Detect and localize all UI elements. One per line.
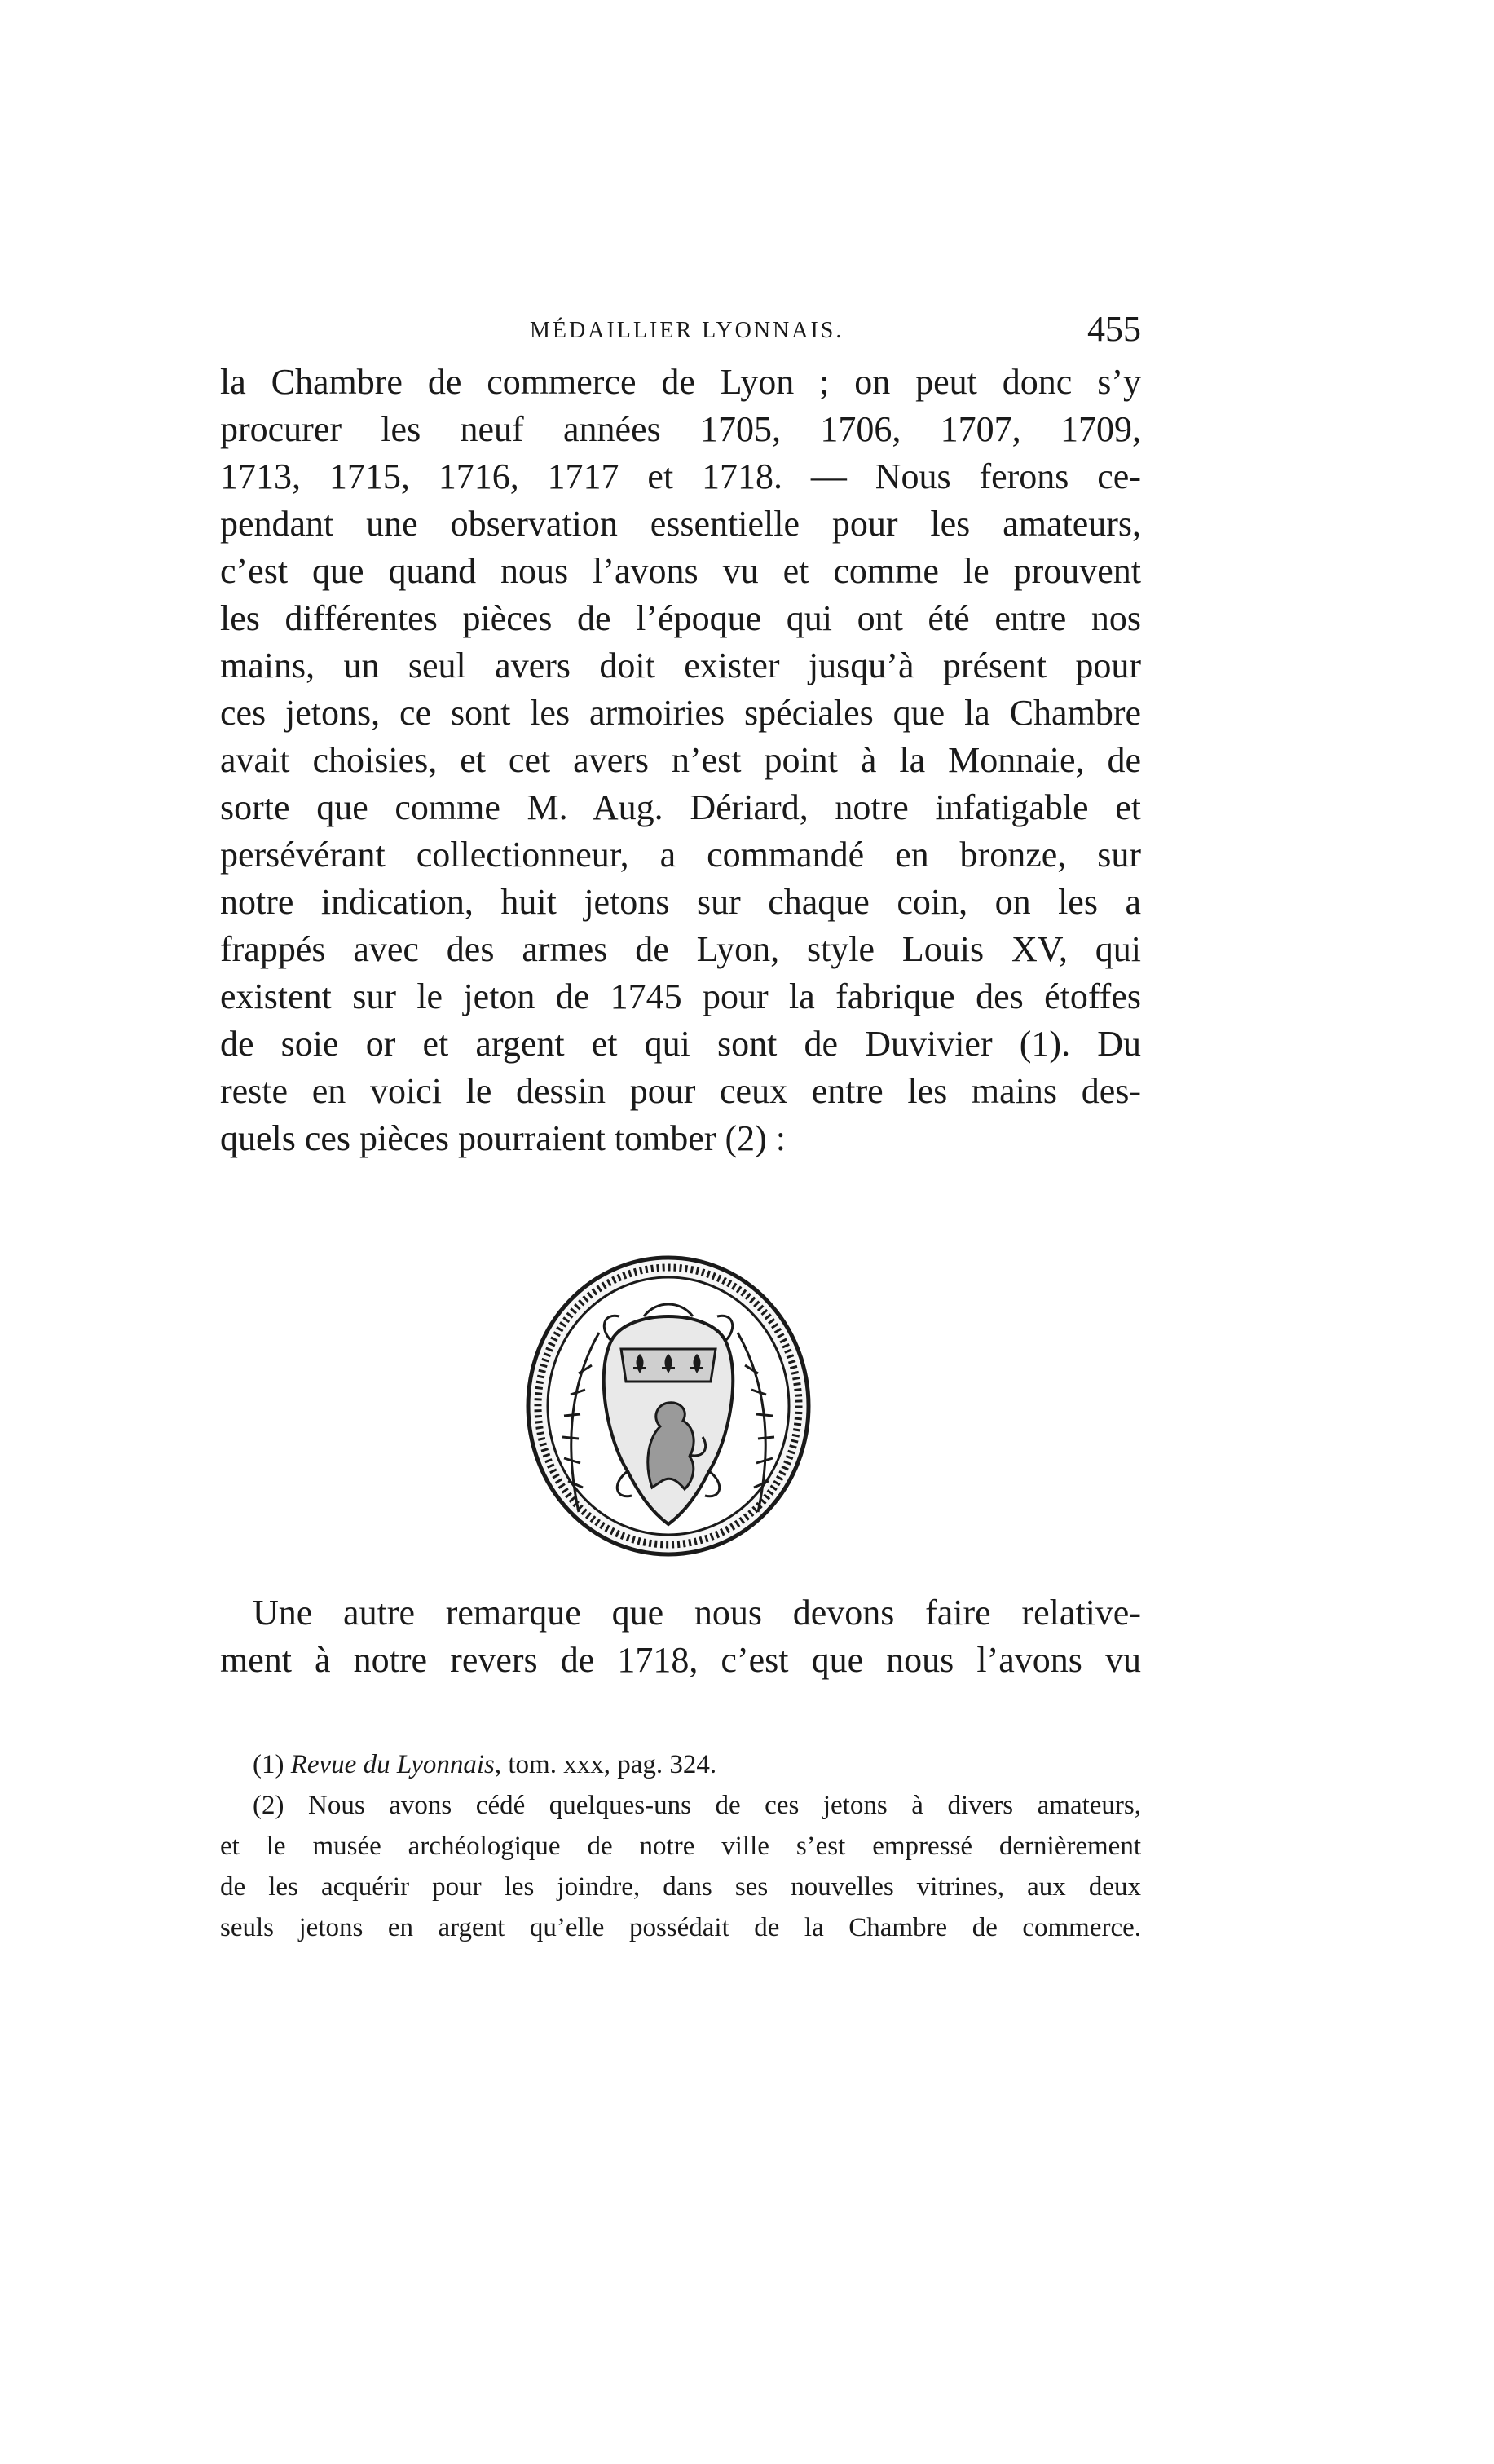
text-line: les différentes pièces de l’époque qui ont été entre nos [220, 598, 1141, 638]
footnote-2-line: de les acquérir pour les joindre, dans ses nouvelles vitrines, aux deux [220, 1872, 1141, 1902]
text-line: reste en voici le dessin pour ceux entre les mains des- [220, 1071, 1141, 1111]
footnote-2-line: (2) Nous avons cédé quelques-uns de ces jetons à divers amateurs, [253, 1791, 1141, 1820]
text-line: Une autre remarque que nous devons faire relative- [253, 1593, 1141, 1633]
text-line: de soie or et argent et qui sont de Duvivier (1). Du [220, 1024, 1141, 1064]
text-line: la Chambre de commerce de Lyon ; on peut donc s’y [220, 362, 1141, 402]
text-line: 1713, 1715, 1716, 1717 et 1718. — Nous ferons ce- [220, 456, 1141, 496]
text-line: procurer les neuf années 1705, 1706, 1707, 1709, [220, 409, 1141, 449]
text-line: ces jetons, ce sont les armoiries spéciales que la Chambre [220, 693, 1141, 733]
running-title: MÉDAILLIER LYONNAIS. [530, 318, 844, 343]
footnote-2-line: et le musée archéologique de notre ville s’est empressé dernièrement [220, 1831, 1141, 1861]
running-head [220, 308, 1141, 357]
footnote-1 [220, 1744, 1141, 1785]
text-line: avait choisies, et cet avers n’est point à la Monnaie, de [220, 740, 1141, 780]
footnotes [220, 1744, 1141, 1948]
text-line: ment à notre revers de 1718, c’est que nous l’avons vu [220, 1640, 1141, 1680]
text-line: c’est que quand nous l’avons vu et comme le prouvent [220, 551, 1141, 591]
jeton-coat-of-arms-icon [522, 1251, 815, 1561]
footnote-1-rest: , tom. xxx, pag. 324. [494, 1750, 717, 1779]
text-line: existent sur le jeton de 1745 pour la fabrique des étoffes [220, 976, 1141, 1016]
text-line: sorte que comme M. Aug. Dériard, notre infatigable et [220, 787, 1141, 827]
footnote-2-line: seuls jetons en argent qu’elle possédait de la Chambre de commerce. [220, 1913, 1141, 1942]
paragraph-2 [220, 1589, 1141, 1684]
text-line: frappés avec des armes de Lyon, style Louis XV, qui [220, 929, 1141, 969]
text-line: persévérant collectionneur, a commandé en bronze, sur [220, 835, 1141, 875]
page-number: 455 [1087, 309, 1141, 349]
text-line: quels ces pièces pourraient tomber (2) : [220, 1118, 786, 1158]
text-line: notre indication, huit jetons sur chaque coin, on les a [220, 882, 1141, 922]
footnote-1-prefix: (1) [253, 1750, 291, 1779]
text-line: mains, un seul avers doit exister jusqu’à présent pour [220, 646, 1141, 685]
text-line: pendant une observation essentielle pour les amateurs, [220, 504, 1141, 544]
footnote-1-title: Revue du Lyonnais [290, 1750, 495, 1779]
paragraph-1 [220, 359, 1141, 1162]
